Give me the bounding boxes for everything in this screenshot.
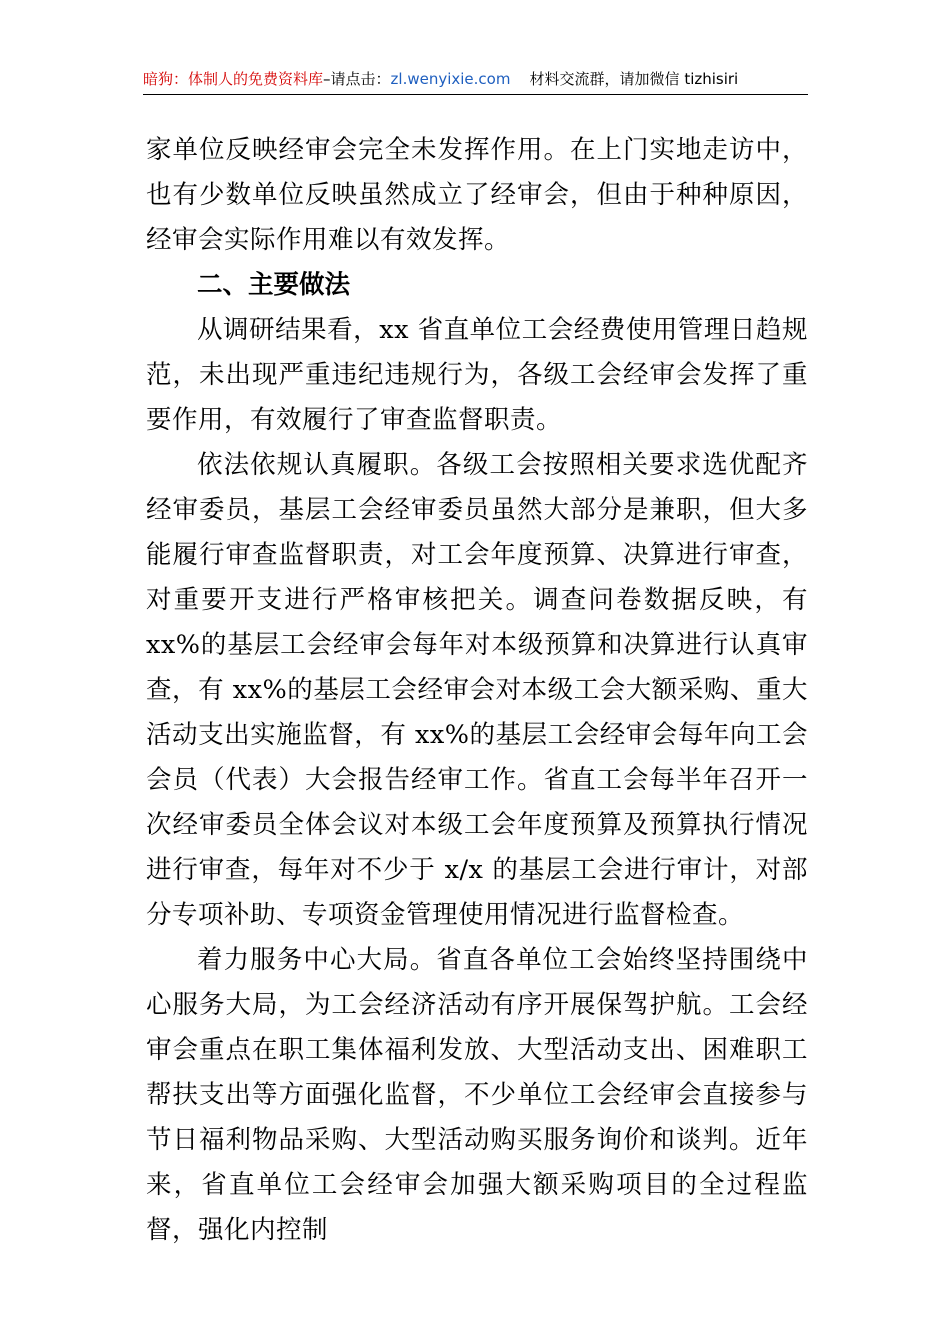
paragraph-service: 着力服务中心大局。省直各单位工会始终坚持围绕中心服务大局，为工会经济活动有序开展保驾护航。工会经审会重点在职工集体福利发放、大型活动支出、困难职工帮扶支出等方面强化监督，不少单位工会经审会直接参与节日福利物品采购、大型活动购买服务询价和谈判。近年来，省直单位工会经审会加强大额采购项目的全过程监督，强化内控制: [146, 945, 808, 1245]
paragraph-summary: 从调研结果看，xx 省直单位工会经费使用管理日趋规范，未出现严重违纪违规行为，各级工会经审会发挥了重要作用，有效履行了审查监督职责。: [146, 315, 808, 435]
page-header: [143, 66, 808, 95]
header-link-prompt: –请点击：: [323, 70, 391, 88]
paragraph-duties: 依法依规认真履职。各级工会按照相关要求选优配齐经审委员，基层工会经审委员虽然大部分是兼职，但大多能履行审查监督职责，对工会年度预算、决算进行审查，对重要开支进行严格审核把关。调查问卷数据反映，有 xx%的基层工会经审会每年对本级预算和决算进行认真审查，有 xx%的基层工会经审会对本级工会大额采购、重大活动支出实施监督，有 xx%的基层工会经审会每年向工会会员（代表）大会报告经审工作。省直工会每半年召开一次经审委员全体会议对本级工会年度预算及预算执行情况进行审查，每年对不少于 x/x 的基层工会进行审计，对部分专项补助、专项资金管理使用情况进行监督检查。: [146, 450, 808, 930]
header-brand: 暗狗：体制人的免费资料库: [143, 70, 324, 88]
section-heading: 二、主要做法: [197, 270, 351, 300]
header-link[interactable]: zl.wenyixie.com: [390, 70, 511, 88]
document-body: [146, 128, 808, 1253]
header-contact: 材料交流群，请加微信 tizhisiri: [529, 70, 739, 88]
paragraph-continuation: 家单位反映经审会完全未发挥作用。在上门实地走访中，也有少数单位反映虽然成立了经审会，但由于种种原因， 经审会实际作用难以有效发挥。: [146, 135, 808, 255]
